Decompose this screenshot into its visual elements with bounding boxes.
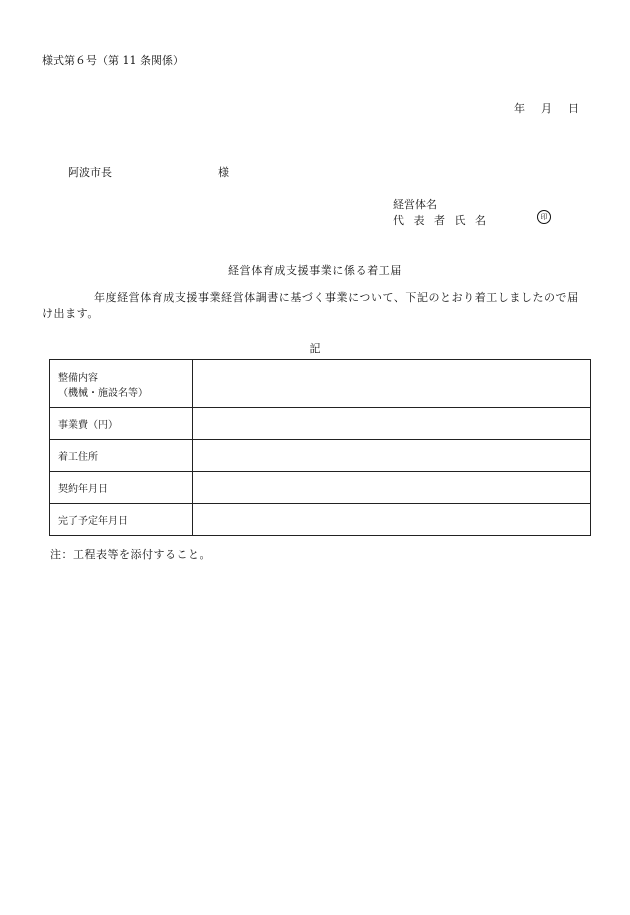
addressee-name: 阿波市長 [68, 166, 112, 179]
row-sublabel: （機械・施設名等） [58, 387, 148, 399]
table-label-cell: 契約年月日 [50, 472, 193, 504]
table-value-cell[interactable] [193, 472, 591, 504]
day-label: 日 [568, 102, 579, 115]
table-row [50, 360, 591, 408]
footnote: 注：工程表等を添付すること。 [50, 548, 211, 561]
row-label: 整備内容 [58, 372, 98, 384]
table-row [50, 504, 591, 536]
table-row [50, 408, 591, 440]
detail-table [49, 359, 591, 536]
document-title: 経営体育成支援事業に係る着工届 [228, 264, 402, 277]
representative-name-label: 代 表 者 氏 名 [393, 214, 489, 227]
table-value-cell[interactable] [193, 360, 591, 408]
record-heading: 記 [309, 342, 321, 355]
body-text: 年度経営体育成支援事業経営体調書に基づく事業について、下記のとおり着工しましたので届け出ます。 [42, 291, 579, 320]
month-label: 月 [541, 102, 552, 115]
organization-name-label: 経営体名 [393, 198, 437, 211]
table-value-cell[interactable] [193, 408, 591, 440]
table-label-cell: 着工住所 [50, 440, 193, 472]
table-value-cell[interactable] [193, 440, 591, 472]
table-row [50, 440, 591, 472]
date-line [514, 100, 579, 116]
form-number: 様式第６号（第 11 条関係） [42, 54, 184, 67]
table-value-cell[interactable] [193, 504, 591, 536]
table-label-cell [50, 360, 193, 408]
addressee-honorific: 様 [218, 166, 229, 179]
table-row [50, 472, 591, 504]
year-label: 年 [514, 102, 525, 115]
seal-mark: 印 [537, 210, 551, 224]
table-label-cell: 完了予定年月日 [50, 504, 193, 536]
table-label-cell: 事業費（円） [50, 408, 193, 440]
